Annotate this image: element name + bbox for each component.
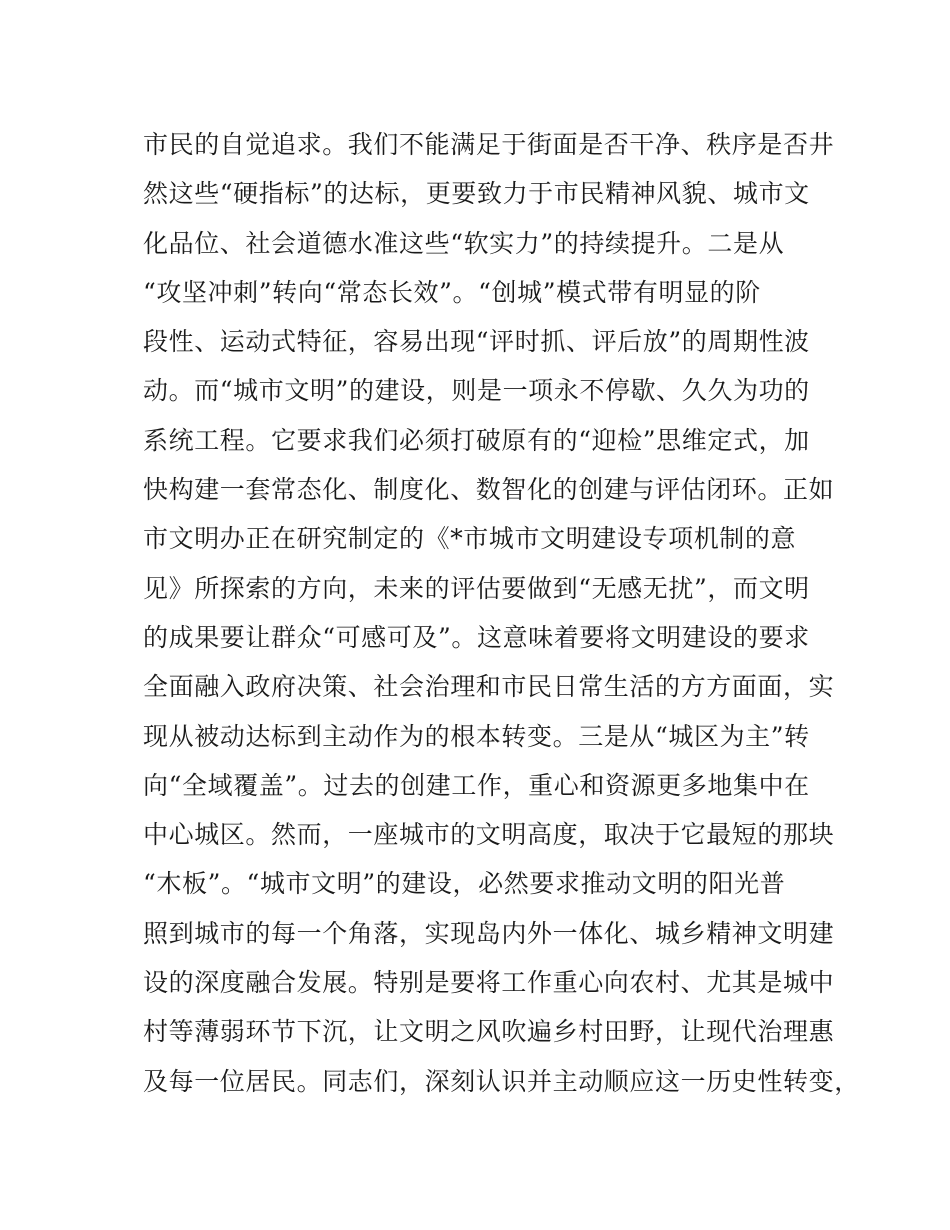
text-line: 向“全域覆盖”。过去的创建工作，重心和资源更多地集中在 [143, 770, 810, 800]
text-line: 及每一位居民。同志们，深刻认识并主动顺应这一历史性转变， [143, 1066, 860, 1096]
text-line: “木板”。“城市文明”的建设，必然要求推动文明的阳光普 [143, 869, 786, 899]
text-line: 见》所探索的方向，未来的评估要做到“无感无扰”，而文明 [143, 573, 810, 603]
text-line: 中心城区。然而，一座城市的文明高度，取决于它最短的那块 [143, 820, 835, 850]
text-line: 系统工程。它要求我们必须打破原有的“迎检”思维定式，加 [143, 425, 810, 455]
text-line: 市文明办正在研究制定的《*市城市文明建设专项机制的意 [143, 524, 797, 554]
text-line: 市民的自觉追求。我们不能满足于街面是否干净、秩序是否井 [143, 130, 835, 159]
text-line: 村等薄弱环节下沉，让文明之风吹遍乡村田野，让现代治理惠 [143, 1017, 835, 1047]
text-line: 的成果要让群众“可感可及”。这意味着要将文明建设的要求 [143, 622, 810, 652]
text-line: 现从被动达标到主动作为的根本转变。三是从“城区为主”转 [143, 721, 810, 751]
text-line: 设的深度融合发展。特别是要将工作重心向农村、尤其是城中 [143, 968, 835, 998]
body-text [143, 120, 860, 1106]
text-line: 化品位、社会道德水准这些“软实力”的持续提升。二是从 [143, 228, 785, 258]
text-line: 动。而“城市文明”的建设，则是一项永不停歇、久久为功的 [143, 376, 810, 406]
text-line: 照到城市的每一个角落，实现岛内外一体化、城乡精神文明建 [143, 918, 835, 948]
text-line: “攻坚冲刺”转向“常态长效”。“创城”模式带有明显的阶 [143, 277, 761, 307]
text-line: 段性、运动式特征，容易出现“评时抓、评后放”的周期性波 [143, 327, 810, 357]
text-line: 全面融入政府决策、社会治理和市民日常生活的方方面面，实 [143, 672, 835, 702]
text-line: 快构建一套常态化、制度化、数智化的创建与评估闭环。正如 [143, 475, 835, 505]
text-line: 然这些“硬指标”的达标，更要致力于市民精神风貌、城市文 [143, 179, 810, 209]
